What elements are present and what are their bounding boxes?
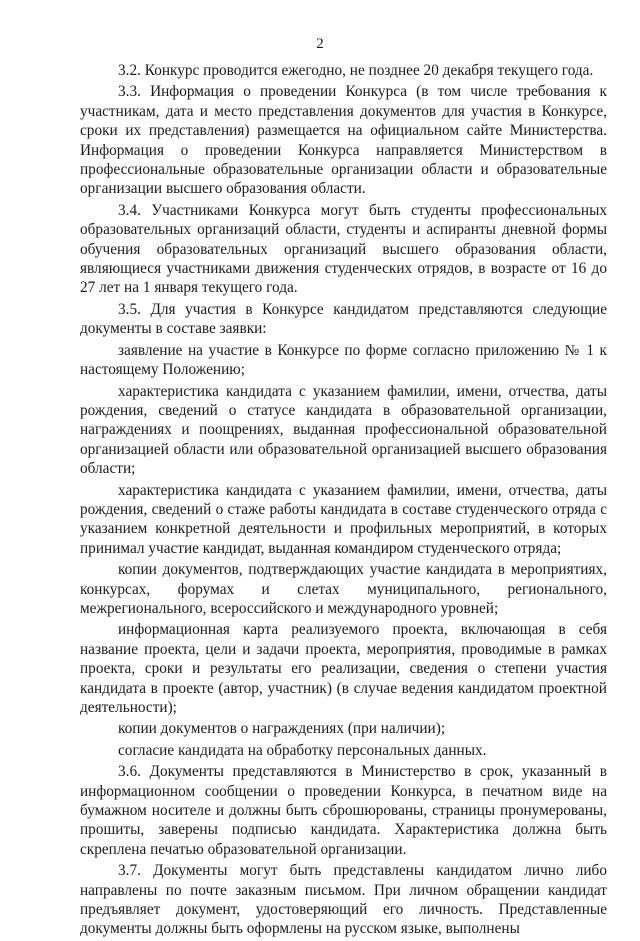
- list-item-education-reference: характеристика кандидата с указанием фамилии, имени, отчества, даты рождения, сведений о статусе кандидата в образовательной организации, награждениях и поощрениях, выданная профессиональной образовательной организацией области или образовательной организацией высшего образования области;: [80, 382, 607, 478]
- list-item-data-consent: согласие кандидата на обработку персональных данных.: [118, 741, 487, 759]
- document-body: [80, 61, 607, 941]
- list-item-award-copies: копии документов о награждениях (при наличии);: [118, 720, 446, 738]
- page-number: 2: [316, 36, 324, 52]
- paragraph-3-4: 3.4. Участниками Конкурса могут быть студенты профессиональных образовательных организаций области, студенты и аспиранты дневной формы обучения образовательных организаций высшего образования области, являющиеся участниками движения студенческих отрядов, в возрасте от 16 до 27 лет на 1 января текущего года.: [80, 201, 607, 297]
- list-item-event-documents: копии документов, подтверждающих участие кандидата в мероприятиях, конкурсах, форумах и слетах муниципального, регионального, межрегионального, всероссийского и международного уровней;: [80, 561, 607, 617]
- list-item-project-card: информационная карта реализуемого проекта, включающая в себя название проекта, цели и задачи проекта, мероприятия, проводимые в рамках проекта, сроки и результаты его реализации, сведения о степени участия кандидата в проекте (автор, участник) (в случае ведения кандидатом проектной деятельности);: [80, 621, 607, 716]
- paragraph-3-3: 3.3. Информация о проведении Конкурса (в том числе требования к участникам, дата и место представления документов для участия в Конкурсе, сроки их представления) размещается на официальном сайте Министерства. Информация о проведении Конкурса направляется Министерством в профессиональные образовательные организации области и образовательные организации высшего образования области.: [80, 83, 607, 198]
- paragraph-3-5: 3.5. Для участия в Конкурсе кандидатом представляются следующие документы в составе заявки:: [80, 300, 607, 338]
- list-item-application: заявление на участие в Конкурсе по форме согласно приложению № 1 к настоящему Положению;: [80, 341, 607, 379]
- list-item-detachment-reference: характеристика кандидата с указанием фамилии, имени, отчества, даты рождения, сведений о стаже работы кандидата в составе студенческого отряда с указанием конкретной деятельности и профильных мероприятий, в которых принимал участие кандидат, выданная командиром студенческого отряда;: [80, 481, 607, 557]
- paragraph-3-7: 3.7. Документы могут быть представлены кандидатом лично либо направлены по почте заказным письмом. При личном обращении кандидат предъявляет документ, удостоверяющий его личность. Представленные документы должны быть оформлены на русском языке, выполнены: [80, 862, 607, 938]
- paragraph-3-6: 3.6. Документы представляются в Министерство в срок, указанный в информационном сообщении о проведении Конкурса, в печатном виде на бумажном носителе и должны быть сброшюрованы, страницы пронумерованы, прошиты, заверены подписью кандидата. Характеристика должна быть скреплена печатью образовательной организации.: [80, 763, 607, 858]
- paragraph-3-2: 3.2. Конкурс проводится ежегодно, не позднее 20 декабря текущего года.: [118, 62, 594, 79]
